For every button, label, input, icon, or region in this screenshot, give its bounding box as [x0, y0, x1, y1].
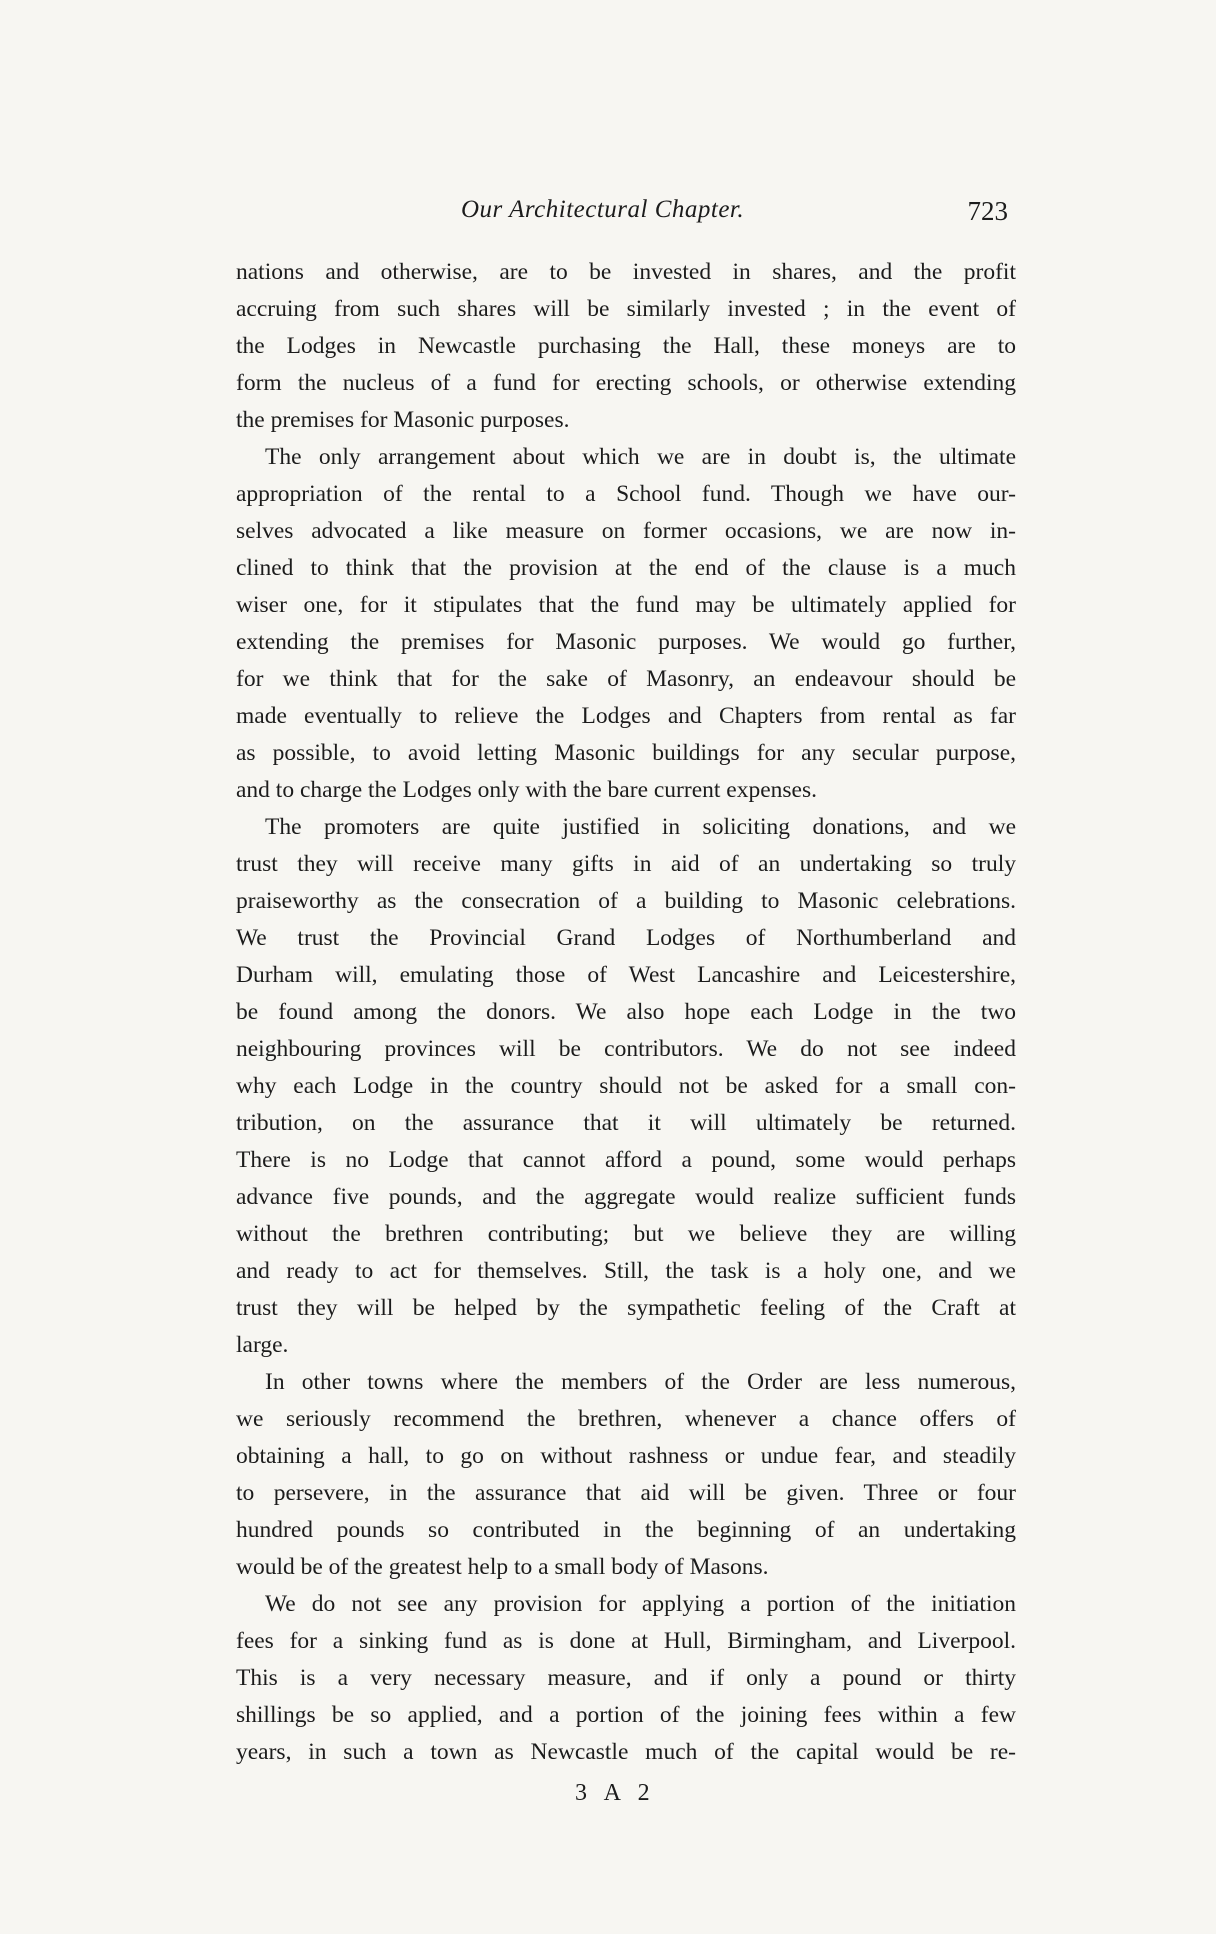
text-line: Durham will, emulating those of West Lancashire and Leicestershire, [236, 962, 1016, 988]
text-line: praiseworthy as the consecration of a building to Masonic celebrations. [236, 888, 1016, 914]
body-text [236, 254, 1016, 1771]
text-line: hundred pounds so contributed in the beginning of an undertaking [236, 1517, 1016, 1543]
text-line: obtaining a hall, to go on without rashness or undue fear, and steadily [236, 1443, 1016, 1469]
text-line: advance five pounds, and the aggregate would realize sufficient funds [236, 1184, 1016, 1210]
text-line: In other towns where the members of the Order are less numerous, [265, 1369, 1016, 1395]
text-line: made eventually to relieve the Lodges and Chapters from rental as far [236, 703, 1016, 729]
text-line: selves advocated a like measure on former occasions, we are now in- [236, 518, 1016, 544]
text-line: without the brethren contributing; but we believe they are willing [236, 1221, 1016, 1247]
text-line: for we think that for the sake of Masonry, an endeavour should be [236, 666, 1016, 692]
text-line: be found among the donors. We also hope each Lodge in the two [236, 999, 1016, 1025]
text-line: We trust the Provincial Grand Lodges of Northumberland and [236, 925, 1016, 951]
page-number: 723 [967, 196, 1008, 226]
text-line: There is no Lodge that cannot afford a pound, some would perhaps [236, 1147, 1016, 1173]
text-line: nations and otherwise, are to be invested in shares, and the profit [236, 259, 1016, 285]
text-line: fees for a sinking fund as is done at Hull, Birmingham, and Liverpool. [236, 1628, 1016, 1654]
text-line: large. [236, 1332, 289, 1358]
text-line: years, in such a town as Newcastle much of the capital would be re- [236, 1739, 1016, 1765]
text-line: form the nucleus of a fund for erecting schools, or otherwise extending [236, 370, 1016, 396]
text-line: trust they will be helped by the sympathetic feeling of the Craft at [236, 1295, 1016, 1321]
text-line: trust they will receive many gifts in aid of an undertaking so truly [236, 851, 1016, 877]
text-line: This is a very necessary measure, and if only a pound or thirty [236, 1665, 1016, 1691]
text-line: clined to think that the provision at the end of the clause is a much [236, 555, 1016, 581]
text-line: We do not see any provision for applying a portion of the initiation [265, 1591, 1016, 1617]
text-line: and to charge the Lodges only with the bare current expenses. [236, 777, 817, 803]
text-line: we seriously recommend the brethren, whenever a chance offers of [236, 1406, 1016, 1432]
text-line: neighbouring provinces will be contributors. We do not see indeed [236, 1036, 1016, 1062]
text-line: as possible, to avoid letting Masonic buildings for any secular purpose, [236, 740, 1016, 766]
text-line: and ready to act for themselves. Still, the task is a holy one, and we [236, 1258, 1016, 1284]
text-line: The promoters are quite justified in soliciting donations, and we [265, 814, 1016, 840]
text-line: shillings be so applied, and a portion of the joining fees within a few [236, 1702, 1016, 1728]
text-line: wiser one, for it stipulates that the fund may be ultimately applied for [236, 592, 1016, 618]
signature-mark: 3 A 2 [575, 1780, 656, 1806]
text-line: the premises for Masonic purposes. [236, 407, 570, 433]
text-line: The only arrangement about which we are in doubt is, the ultimate [265, 444, 1016, 470]
running-head [236, 196, 1016, 236]
text-line: why each Lodge in the country should not be asked for a small con- [236, 1073, 1016, 1099]
text-line: to persevere, in the assurance that aid will be given. Three or four [236, 1480, 1016, 1506]
text-line: the Lodges in Newcastle purchasing the Hall, these moneys are to [236, 333, 1016, 359]
running-title: Our Architectural Chapter. [461, 196, 745, 223]
text-line: would be of the greatest help to a small body of Masons. [236, 1554, 769, 1580]
text-line: tribution, on the assurance that it will ultimately be returned. [236, 1110, 1016, 1136]
text-line: accruing from such shares will be similarly invested ; in the event of [236, 296, 1016, 322]
text-line: extending the premises for Masonic purposes. We would go further, [236, 629, 1016, 655]
text-line: appropriation of the rental to a School fund. Though we have our- [236, 481, 1016, 507]
